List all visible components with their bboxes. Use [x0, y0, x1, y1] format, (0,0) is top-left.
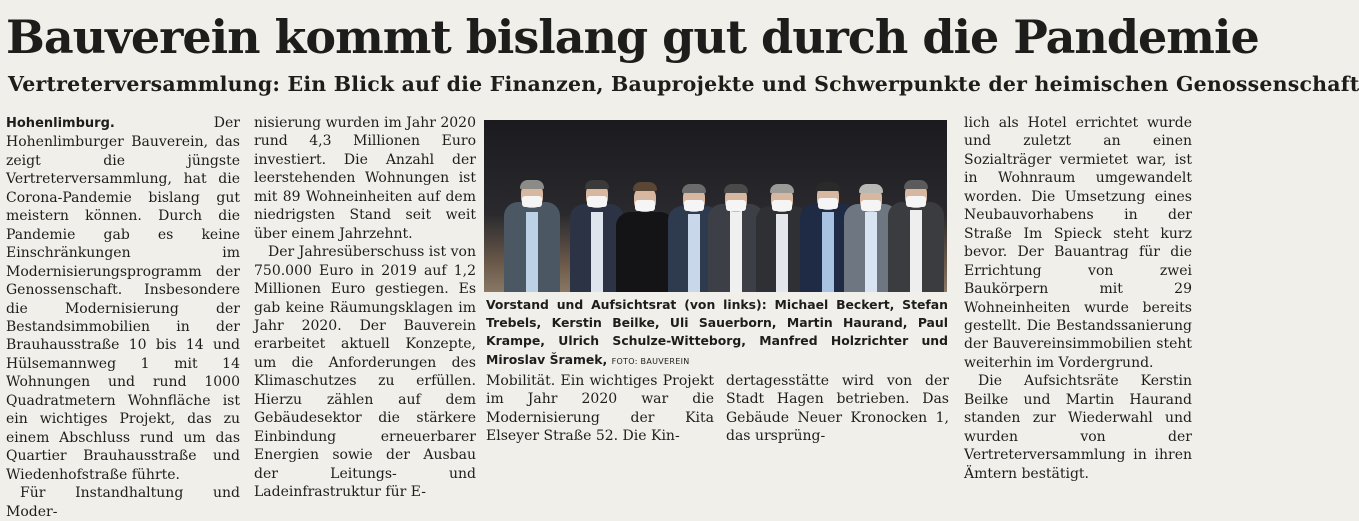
- text-column-3: [486, 372, 714, 446]
- paragraph-text: Der Hohenlimburger Bauverein, das zeigt die jüngste Vertreterversammlung, hat die Corona-Pandemie bislang gut meistern können. Durch die Pandemie gab es keine Einschränkungen im Modernisierungsprogramm der Genossenschaft. Insbesondere die Modernisierung der Bestandsimmobilien in der Brauhausstraße 10 bis 14 und Hülsemannweg 1 mit 14 Wohnungen und rund 1000 Quadratmetern Wohnfläche ist ein wichtiges Projekt, das zu einem Abschluss rund um das Quartier Brauhausstraße und Wiedenhofstraße führte.: [6, 115, 240, 483]
- person-figure: [504, 156, 560, 292]
- text-column-4: [726, 372, 949, 446]
- caption-text: Vorstand und Aufsichtsrat (von links): Michael Beckert, Stefan Trebels, Kerstin Beilke, Uli Sauerborn, Martin Haurand, Paul Krampe, Ulrich Schulze-Witteborg, Manfred Holzrichter und Miroslav Šramek,: [486, 297, 948, 367]
- paragraph: lich als Hotel errichtet wurde und zuletzt an einen Sozialträger vermietet war, ist in Wohnraum umgewandelt worden. Die Umsetzung eines Neubauvorhabens in der Straße Im Spieck steht kurz bevor. Der Bauantrag für die Errichtung von zwei Baukörpern mit 29 Wohneinheiten wurde bereits gestellt. Die Bestandssanierung der Bauvereinsimmobilien steht weiterhin im Vordergrund.: [964, 115, 1192, 371]
- person-figure: [616, 174, 674, 292]
- group-photo: [484, 120, 947, 292]
- article-headline: Bauverein kommt bislang gut durch die Pandemie: [6, 10, 1259, 64]
- person-figure: [888, 160, 944, 292]
- photo-credit: FOTO: BAUVEREIN: [611, 356, 690, 366]
- text-column-5: [964, 114, 1192, 483]
- text-column-1: [6, 114, 240, 521]
- paragraph: Mobilität. Ein wichtiges Projekt im Jahr 2020 war die Modernisierung der Kita Elseyer Straße 52. Die Kin-: [486, 373, 714, 445]
- article-subheadline: Vertreterversammlung: Ein Blick auf die Finanzen, Bauprojekte und Schwerpunkte der heimischen Genossenschaft: [8, 72, 1359, 96]
- paragraph: Die Aufsichtsräte Kerstin Beilke und Martin Haurand standen zur Wiederwahl und wurden von der Vertreterversammlung in ihren Ämtern bestätigt.: [964, 373, 1192, 482]
- paragraph: dertagesstätte wird von der Stadt Hagen betrieben. Das Gebäude Neuer Kronocken 1, das ursprüng-: [726, 373, 949, 445]
- paragraph: Der Jahresüberschuss ist von 750.000 Euro in 2019 auf 1,2 Millionen Euro gestiegen. Es gab keine Räumungsklagen im Jahr 2020. Der Bauverein erarbeitet aktuell Konzepte, um die Anforderungen des Klimaschutzes zu erfüllen. Hierzu zählen auf dem Gebäudesektor die stärkere Einbindung erneuerbarer Energien sowie der Ausbau der Leitungs- und Ladeinfrastruktur für E-: [254, 244, 476, 501]
- text-column-2: [254, 114, 476, 502]
- photo-caption: [486, 296, 948, 371]
- paragraph: Für Instandhaltung und Moder-: [6, 485, 240, 520]
- paragraph: nisierung wurden im Jahr 2020 rund 4,3 Millionen Euro investiert. Die Anzahl der leerstehenden Wohnungen ist mit 89 Wohneinheiten auf dem niedrigsten Stand seit weit über einem Jahrzehnt.: [254, 115, 476, 242]
- paragraph: [6, 114, 240, 484]
- dateline-place: Hohenlimburg.: [6, 116, 115, 131]
